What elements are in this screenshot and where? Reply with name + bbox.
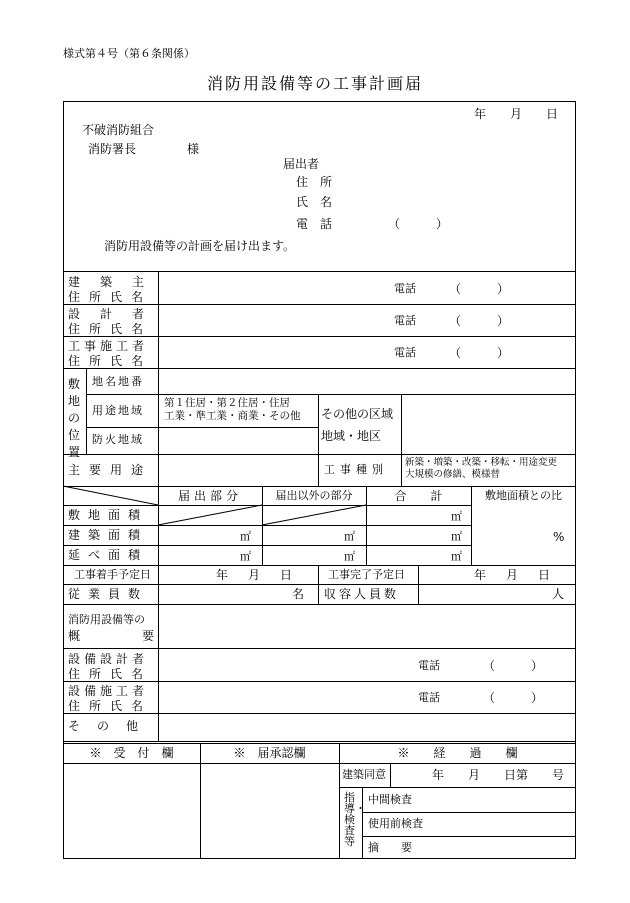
designer-label-1: 設計者 — [68, 307, 165, 321]
item-pre-use: 使用前検査 — [368, 817, 423, 830]
applicant-phone: 電 話 — [296, 217, 333, 231]
designer-label-2: 住所氏名 — [68, 322, 153, 336]
builder-label-1: 建築主 — [68, 275, 165, 289]
site-group-label: 敷地の位置 — [68, 377, 81, 459]
work-type-label: 工事種別 — [324, 463, 388, 476]
schedule-start-ymd — [216, 569, 292, 581]
item-remarks: 摘 要 — [368, 841, 412, 854]
unit-floor-filed: ㎡ — [240, 550, 251, 563]
applicant-name: 氏 名 — [296, 195, 333, 209]
equip-contractor-label-2: 住所氏名 — [68, 699, 153, 713]
addressee-org: 不破消防組合 — [82, 123, 155, 137]
contractor-phone-label: 電話 — [394, 346, 416, 359]
area-header-ratio: 敷地面積との比 — [485, 489, 562, 502]
item-intermediate: 中間検査 — [368, 793, 412, 806]
contractor-label-1: 工事施工者 — [68, 339, 149, 353]
work-type-options-2: 大規模の修繕、模様替 — [405, 469, 501, 480]
site-zone-options-2: 工業・準工業・商業・その他 — [164, 410, 301, 422]
work-type-options-1: 新築・増築・改築・移転・用途変更 — [405, 457, 558, 468]
site-fire-zone-label: 防火地域 — [92, 433, 144, 446]
start-day: 日 — [279, 568, 292, 582]
site-zone-options-1: 第１住居・第２住居・住居 — [164, 397, 290, 409]
building-consent-label: 建築同意 — [342, 768, 386, 781]
addressee-honorific: 様 — [187, 142, 200, 156]
other-label: その他 — [68, 719, 156, 733]
end-day: 日 — [537, 568, 550, 582]
applicant-address: 住 所 — [296, 175, 333, 189]
guidance-label: 指導・検査等 — [344, 791, 366, 848]
site-address-label: 地名地番 — [92, 375, 144, 388]
area-row-site: 敷地面積 — [68, 508, 149, 522]
progress-header: ※ 経 過 欄 — [397, 746, 518, 760]
page-title: 消防用設備等の工事計画届 — [206, 74, 423, 93]
site-other-zone-2: 地域・地区 — [321, 429, 382, 443]
builder-phone-label: 電話 — [394, 282, 416, 295]
overview-label-2: 概要 — [68, 629, 154, 643]
equip-contractor-phone-paren: （ ） — [483, 691, 544, 705]
overview-label-1: 消防用設備等の — [68, 613, 145, 626]
unit-floor-total: ㎡ — [451, 550, 462, 563]
contractor-label-2: 住所氏名 — [68, 354, 153, 368]
equip-designer-phone-label: 電話 — [418, 659, 440, 672]
area-header-other: 届出以外の部分 — [275, 489, 353, 502]
unit-building-other: ㎡ — [344, 530, 355, 543]
date-month: 月 — [509, 107, 522, 121]
schedule-end-label: 工事完了予定日 — [328, 568, 405, 581]
end-year: 年 — [474, 568, 487, 582]
builder-label-2: 住所氏名 — [68, 290, 153, 304]
applicant-heading: 届出者 — [283, 157, 320, 171]
area-row-floor: 延べ面積 — [68, 548, 149, 562]
main-use-label: 主要用途 — [68, 463, 153, 477]
start-year: 年 — [216, 568, 229, 582]
notice-text: 消防用設備等の計画を届け出ます。 — [104, 239, 296, 253]
workers-unit: 名 — [292, 587, 305, 601]
applicant-phone-paren: （ ） — [388, 217, 449, 231]
equip-contractor-label-1: 設備施工者 — [68, 684, 149, 698]
equip-designer-label-1: 設備設計者 — [68, 652, 149, 666]
equip-designer-label-2: 住所氏名 — [68, 667, 153, 681]
schedule-end-ymd — [474, 569, 550, 581]
equip-designer-phone-paren: （ ） — [483, 659, 544, 673]
equip-contractor-phone-label: 電話 — [418, 691, 440, 704]
schedule-start-label: 工事着手予定日 — [74, 568, 151, 581]
area-row-building: 建築面積 — [68, 528, 149, 542]
unit-site-total: ㎡ — [451, 510, 462, 523]
addressee-chief: 消防署長 — [88, 142, 137, 156]
reception-header: ※ 受 付 欄 — [89, 746, 174, 760]
area-header-total: 合 計 — [394, 489, 443, 503]
capacity-label: 収容人員数 — [324, 587, 400, 601]
area-header-filed: 届出部分 — [177, 489, 242, 503]
unit-building-total: ㎡ — [451, 530, 462, 543]
site-zone-label: 用途地域 — [92, 404, 144, 417]
site-other-zone-1: その他の区域 — [321, 407, 394, 421]
contractor-phone-paren: （ ） — [449, 346, 510, 360]
builder-phone-paren: （ ） — [449, 282, 510, 296]
workers-label: 従業員数 — [68, 587, 149, 601]
start-month: 月 — [247, 568, 260, 582]
approval-header: ※ 届承認欄 — [233, 746, 306, 760]
form-id: 様式第４号（第６条関係） — [63, 47, 195, 60]
ratio-percent: % — [553, 530, 565, 544]
designer-phone-paren: （ ） — [449, 314, 510, 328]
date-year: 年 — [474, 107, 487, 121]
date-day: 日 — [545, 107, 558, 121]
capacity-unit: 人 — [552, 587, 565, 601]
end-month: 月 — [505, 568, 518, 582]
unit-floor-other: ㎡ — [344, 550, 355, 563]
building-consent-date: 年 月 日第 号 — [432, 768, 565, 782]
unit-building-filed: ㎡ — [240, 530, 251, 543]
designer-phone-label: 電話 — [394, 314, 416, 327]
